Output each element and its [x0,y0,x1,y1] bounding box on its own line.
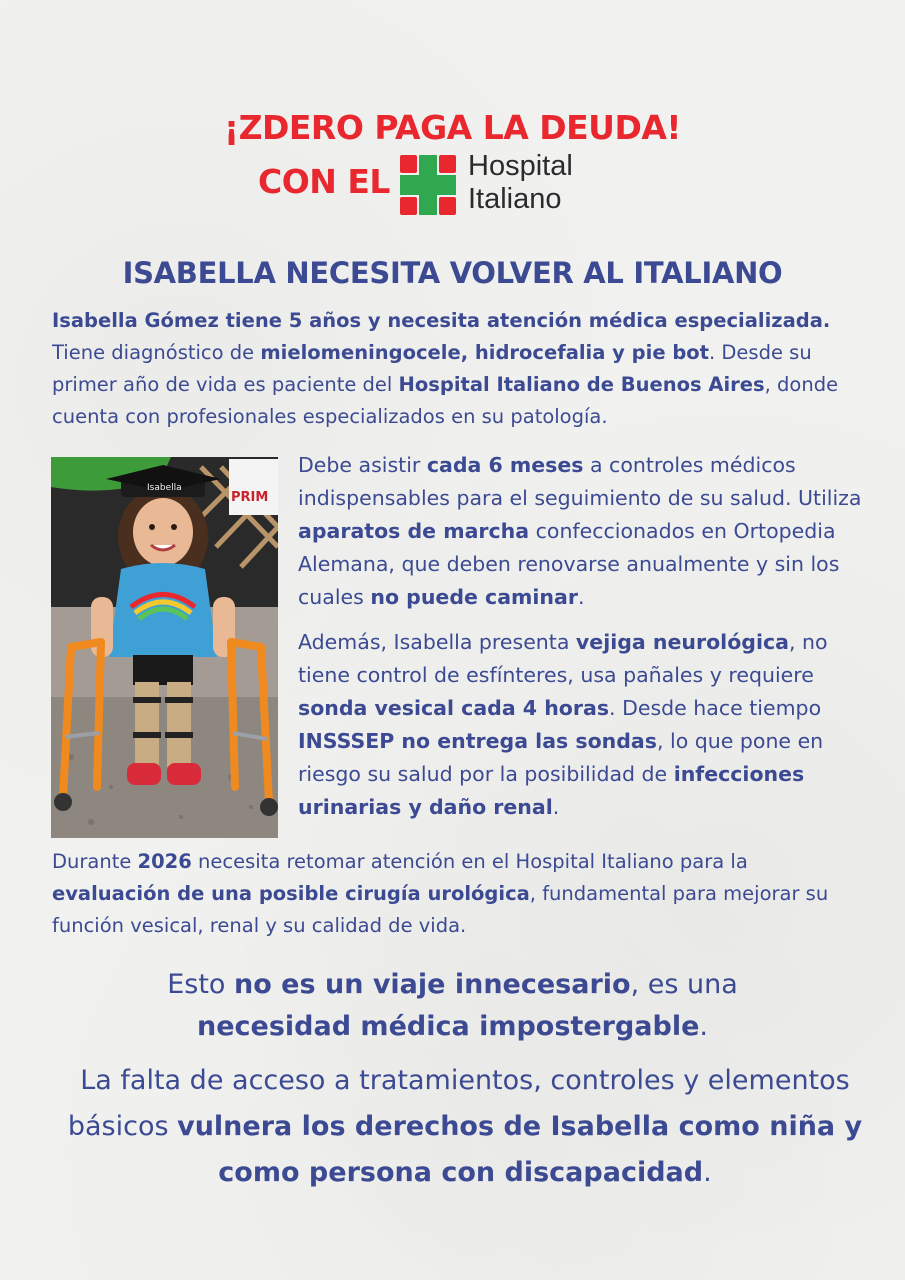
closing1-s3: , es una [630,969,738,1000]
p1-s4: aparatos de marcha [298,519,530,543]
intro-s2: Tiene diagnóstico de [52,341,261,364]
p3-s2: 2026 [137,850,192,873]
p3-s4: evaluación de una posible cirugía urológica [52,882,530,905]
logo-word-hospital: Hospital [468,150,573,182]
hospital-cross-icon [400,155,456,215]
p2-s6: INSSSEP no entrega las sondas [298,729,657,753]
p2-s4: sonda vesical cada 4 horas [298,696,610,720]
p2-s9: . [552,795,560,819]
closing-statement-2 [60,1058,870,1196]
closing1-s2: no es un viaje innecesario [234,969,631,1000]
intro-s1: Isabella Gómez tiene 5 años y necesita atención médica especializada. [52,309,831,332]
intro-s3: mielomeningocele, hidrocefalia y pie bot [260,341,710,364]
closing1-s5: . [699,1011,708,1042]
logo-word-italiano: Italiano [468,183,562,215]
p2-s8: infecciones urinarias y daño renal [298,762,805,819]
surgery-paragraph [52,846,872,942]
p3-s1: Durante [52,850,138,873]
page-title: ISABELLA NECESITA VOLVER AL ITALIANO [122,256,783,290]
p1-s2: cada 6 meses [426,453,584,477]
intro-paragraph [52,305,872,433]
hospital-logo-text [468,150,573,216]
headline-line2: CON EL [258,162,390,201]
p1-s6: no puede caminar [370,585,578,609]
p2-s3: , no tiene control de esfínteres, usa pañales y requiere [298,630,828,687]
p2-s5: . Desde hace tiempo [609,696,822,720]
p1-s1: Debe asistir [298,453,427,477]
headline-line1: ¡ZDERO PAGA LA DEUDA! [224,108,681,147]
intro-s5: Hospital Italiano de Buenos Aires [398,373,765,396]
photo-banner-text: PRIM [231,490,269,505]
isabella-photo [51,457,278,838]
p2-s2: vejiga neurológica [575,630,789,654]
closing1-s4: necesidad médica impostergable [196,1011,700,1042]
bladder-paragraph [298,626,868,824]
closing1-s1: Esto [167,969,235,1000]
closing-statement-1 [0,964,905,1048]
p1-s3: a controles médicos indispensables para el seguimiento de su salud. Utiliza [298,453,862,510]
photo-cap-text: Isabella [147,483,182,493]
closing2-s3: . [703,1157,712,1188]
p2-s7: , lo que pone en riesgo su salud por la posibilidad de [298,729,824,786]
closing2-s1: La falta de acceso a tratamientos, controles y elementos básicos [67,1065,850,1142]
p1-s5: confeccionados en Ortopedia Alemana, que deben renovarse anualmente y sin los cuales [298,519,840,609]
p1-s7: . [577,585,585,609]
p3-s5: , fundamental para mejorar su función vesical, renal y su calidad de vida. [52,882,829,937]
intro-s6: , donde cuenta con profesionales especializados en su patología. [52,373,839,428]
controls-paragraph [298,449,868,614]
p2-s1: Además, Isabella presenta [298,630,576,654]
intro-s4: . Desde su primer año de vida es paciente del [52,341,812,396]
p3-s3: necesita retomar atención en el Hospital Italiano para la [191,850,748,873]
closing2-s2: vulnera los derechos de Isabella como niña y como persona con discapacidad [177,1111,863,1188]
